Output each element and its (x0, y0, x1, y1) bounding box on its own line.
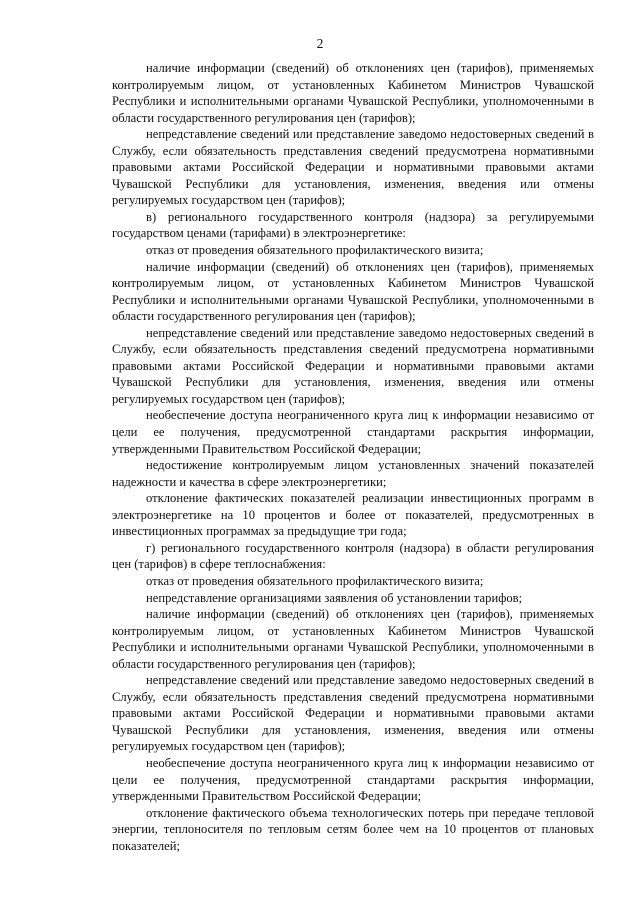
paragraph: непредставление сведений или представление заведомо недостоверных сведений в Службу, если обязательность представления сведений предусмотрена нормативными правовыми актами Российской Федерации и нормативными правовыми актами Чувашской Республики для установления, изменения, введения или отмены регулируемых государством цен (тарифов); (112, 127, 594, 208)
document-body (112, 60, 594, 854)
paragraph: непредставление сведений или представление заведомо недостоверных сведений в Службу, если обязательность представления сведений предусмотрена нормативными правовыми актами Российской Федерации и нормативными правовыми актами Чувашской Республики для установления, изменения, введения или отмены регулируемых государством цен (тарифов); (112, 325, 594, 406)
paragraph: непредставление сведений или представление заведомо недостоверных сведений в Службу, если обязательность представления сведений предусмотрена нормативными правовыми актами Российской Федерации и нормативными правовыми актами Чувашской Республики для установления, изменения, введения или отмены регулируемых государством цен (тарифов); (112, 673, 594, 754)
paragraph: наличие информации (сведений) об отклонениях цен (тарифов), применяемых контролируемым лицом, от установленных Кабинетом Министров Чувашской Республики и исполнительными органами Чувашской Республики, уполномоченными в области государственного регулирования цен (тарифов); (112, 61, 594, 125)
paragraph: необеспечение доступа неограниченного круга лиц к информации независимо от цели ее получения, предусмотренной стандартами раскрытия информации, утвержденными Правительством Российской Федерации; (112, 408, 594, 456)
paragraph: наличие информации (сведений) об отклонениях цен (тарифов), применяемых контролируемым лицом, от установленных Кабинетом Министров Чувашской Республики и исполнительными органами Чувашской Республики, уполномоченными в области государственного регулирования цен (тарифов); (112, 607, 594, 671)
paragraph: отклонение фактического объема технологических потерь при передаче тепловой энергии, теплоносителя по тепловым сетям более чем на 10 процентов от плановых показателей; (112, 805, 594, 853)
paragraph: наличие информации (сведений) об отклонениях цен (тарифов), применяемых контролируемым лицом, от установленных Кабинетом Министров Чувашской Республики и исполнительными органами Чувашской Республики, уполномоченными в области государственного регулирования цен (тарифов); (112, 259, 594, 324)
paragraph: отказ от проведения обязательного профилактического визита; (146, 243, 484, 258)
paragraph: г) регионального государственного контроля (надзора) в области регулирования цен (тарифов) в сфере теплоснабжения: (112, 540, 594, 572)
paragraph: отклонение фактических показателей реализации инвестиционных программ в электроэнергетике на 10 процентов и более от показателей, предусмотренных в инвестиционных программах за предыдущие три года; (112, 491, 594, 539)
paragraph: в) регионального государственного контроля (надзора) за регулируемыми государством ценами (тарифами) в электроэнергетике: (112, 209, 594, 241)
paragraph: отказ от проведения обязательного профилактического визита; (146, 573, 484, 588)
paragraph: недостижение контролируемым лицом установленных значений показателей надежности и качества в сфере электроэнергетики; (112, 458, 594, 489)
page-number: 2 (316, 36, 324, 51)
paragraph: необеспечение доступа неограниченного круга лиц к информации независимо от цели ее получения, предусмотренной стандартами раскрытия информации, утвержденными Правительством Российской Федерации; (112, 755, 594, 804)
paragraph: непредставление организациями заявления об установлении тарифов; (146, 590, 523, 605)
